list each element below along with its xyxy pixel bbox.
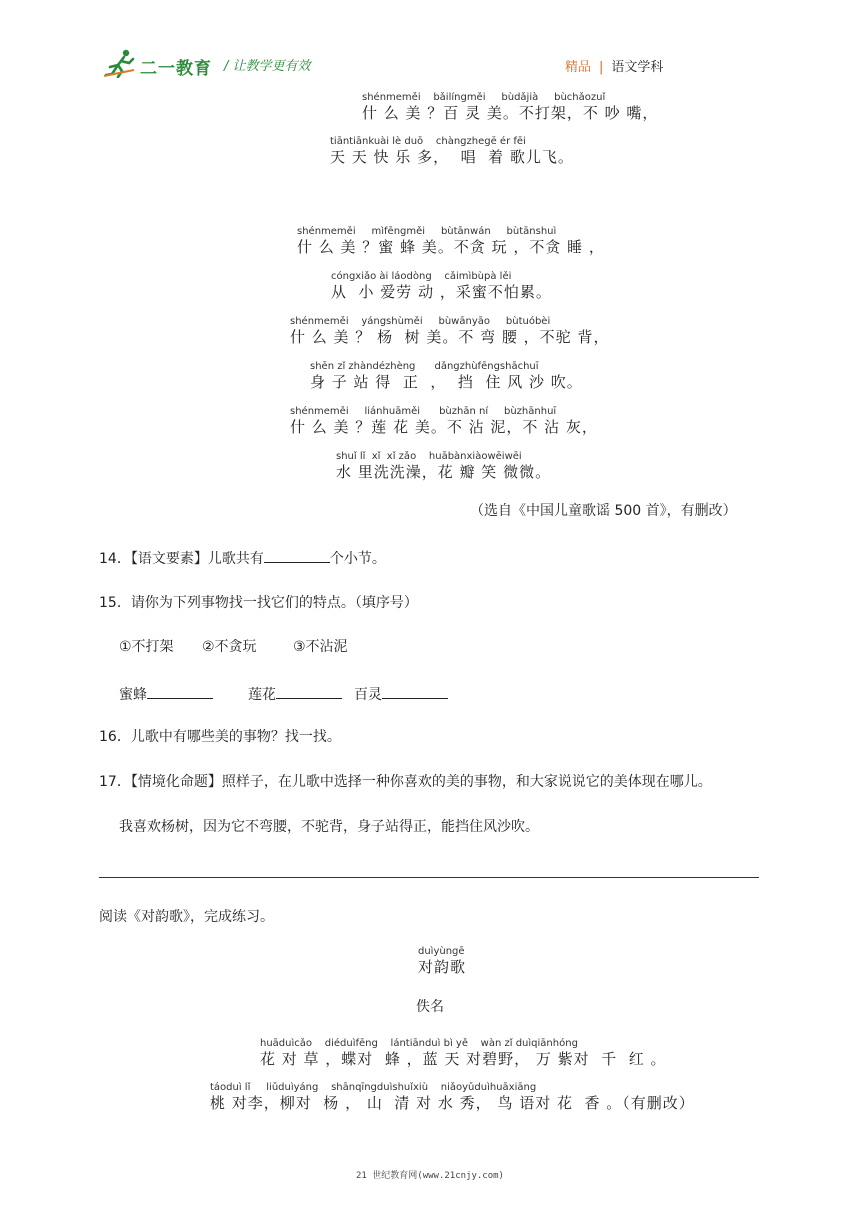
hanzi: 什 么 美 ？莲 花 美。不 沾 泥，不 沾 灰， [290, 418, 598, 436]
poem-line [290, 316, 609, 346]
header-separator: | [599, 60, 604, 75]
header-subject [565, 56, 663, 75]
pinyin: táoduì lǐ liǔduìyáng shānqīngduìshuǐxiù niǎoyǔduìhuāxiāng [210, 1082, 537, 1093]
hanzi: 什 么 美 ？蜜 蜂 美。不贪 玩 ，不贪 睡 ， [297, 238, 605, 256]
pinyin: huāduìcǎo diéduìfēng lántiānduì bì yě wàn zǐ duìqiānhóng [260, 1038, 578, 1049]
poem-line [336, 451, 551, 481]
pinyin: shénmeměi mìfēngměi bùtānwán bùtānshuì [297, 226, 557, 237]
pinyin: shénmeměi bǎilíngměi bùdǎjià bùchǎozuǐ [362, 92, 606, 103]
poem-line [297, 226, 605, 256]
poem-line [362, 92, 658, 122]
running-figure-icon [104, 48, 138, 78]
answer-blank[interactable] [382, 684, 448, 699]
poem2-title [418, 946, 466, 976]
fill-label: 百灵 [354, 687, 382, 703]
poem-line [331, 271, 552, 301]
pinyin: cóngxiǎo ài láodòng cǎimìbùpà lěi [331, 271, 512, 282]
poem-line [310, 361, 583, 391]
brand-logo [104, 46, 224, 80]
hanzi: 对韵歌 [418, 958, 467, 976]
hanzi: 什 么 美 ？百 灵 美。不打架，不 吵 嘴， [362, 104, 659, 122]
poem-line [210, 1082, 695, 1112]
fill-bee [119, 684, 213, 704]
question-16: 16．儿歌中有哪些美的事物？找一找。 [99, 729, 341, 745]
fill-lotus [248, 684, 342, 704]
answer-blank[interactable] [264, 548, 330, 563]
question-14 [99, 548, 386, 568]
q14-text: 14．【语文要素】儿歌共有 [99, 551, 264, 567]
hanzi: 桃 对李，柳对 杨 ， 山 清 对 水 秀， 鸟 语对 花 香 。（有删改） [210, 1094, 695, 1112]
brand-name: 二一教育 [140, 59, 212, 79]
q17-example: 我喜欢杨树，因为它不弯腰，不驼背，身子站得正，能挡住风沙吹。 [119, 819, 539, 835]
question-17: 17．【情境化命题】照样子，在儿歌中选择一种你喜欢的美的事物，和大家说说它的美体现在哪儿。 [99, 774, 712, 790]
pinyin: shénmeměi yángshùměi bùwānyāo bùtuóbèi [290, 316, 551, 327]
poem-source: （选自《中国儿童歌谣 500 首》，有删改） [470, 503, 737, 519]
hanzi: 花 对 草 ，蝶对 蜂 ，蓝 天 对碧野， 万 紫对 千 红 。 [260, 1050, 667, 1068]
poem-line [290, 406, 598, 436]
poem-line [260, 1038, 667, 1068]
poem2-author: 佚名 [416, 999, 444, 1015]
hanzi: 水 里洗洗澡，花 瓣 笑 微微。 [336, 463, 552, 481]
poem-line [330, 136, 574, 166]
pinyin: tiāntiānkuài lè duō chàngzhegē ér fēi [330, 136, 526, 147]
option-2: ②不贪玩 [202, 639, 257, 655]
answer-blank[interactable] [147, 684, 213, 699]
hanzi: 什 么 美 ？ 杨 树 美。不 弯 腰 ，不驼 背， [290, 328, 610, 346]
pinyin: shénmeměi liánhuāměi bùzhān ní bùzhānhuī [290, 406, 557, 417]
answer-line[interactable] [99, 877, 759, 878]
option-1: ①不打架 [119, 639, 174, 655]
pinyin: shēn zǐ zhàndézhèng dǎngzhùfēngshāchuī [310, 361, 539, 372]
q14-text-end: 个小节。 [329, 551, 386, 567]
hanzi: 身 子 站 得 正 ， 挡 住 风 沙 吹。 [310, 373, 583, 391]
reading-intro: 阅读《对韵歌》，完成练习。 [99, 909, 274, 925]
pinyin: shuǐ lǐ xǐ xǐ zǎo huābànxiàowēiwēi [336, 451, 522, 462]
page-footer: 21 世纪教育网(www.21cnjy.com) [356, 1171, 504, 1181]
quality-label: 精品 [565, 60, 592, 75]
answer-blank[interactable] [276, 684, 342, 699]
hanzi: 天 天 快 乐 多， 唱 着 歌儿飞。 [330, 148, 574, 166]
option-3: ③不沾泥 [293, 639, 348, 655]
fill-label: 莲花 [248, 687, 276, 703]
pinyin: duìyùngē [418, 946, 465, 957]
fill-label: 蜜蜂 [119, 687, 147, 703]
subject-label: 语文学科 [611, 60, 664, 75]
fill-lark [354, 684, 448, 704]
question-15: 15．请你为下列事物找一找它们的特点。（填序号） [99, 595, 418, 611]
slogan: / 让教学更有效 [224, 59, 311, 74]
hanzi: 从 小 爱劳 动 ，采蜜不怕累。 [331, 283, 552, 301]
